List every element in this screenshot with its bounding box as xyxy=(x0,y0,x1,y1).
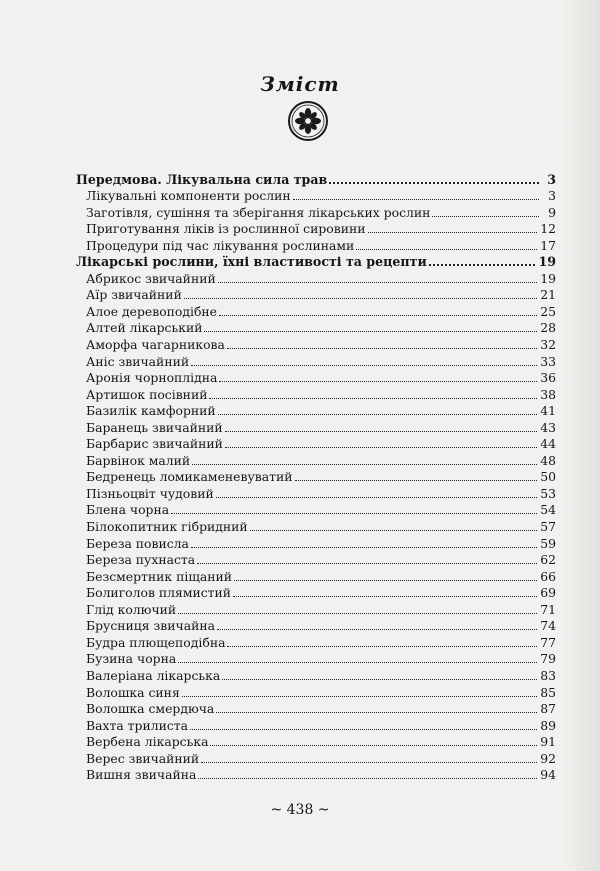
toc-entry-title: Процедури під час лікування рослинами xyxy=(86,237,355,253)
toc-entry-title: Болиголов плямистий xyxy=(86,585,232,601)
dot-leader xyxy=(233,596,537,597)
dot-leader xyxy=(429,264,536,266)
dot-leader xyxy=(184,298,537,299)
dot-leader xyxy=(218,282,537,283)
toc-entry-title: Вишня звичайна xyxy=(86,767,197,783)
toc-entry xyxy=(76,716,556,733)
toc-entry xyxy=(76,766,556,783)
toc-entry xyxy=(76,749,556,766)
dot-leader xyxy=(182,696,537,697)
toc-entry-page: 77 xyxy=(540,634,556,650)
toc-entry-page: 48 xyxy=(540,452,556,468)
toc-entry-page: 36 xyxy=(540,370,556,386)
dot-leader xyxy=(250,530,538,531)
toc-entry-page: 83 xyxy=(540,667,556,683)
dot-leader xyxy=(295,480,538,481)
dot-leader xyxy=(329,182,539,184)
toc-entry xyxy=(76,203,556,220)
dot-leader xyxy=(234,580,537,581)
toc-entry-title: Приготування ліків із рослинної сировини xyxy=(86,221,366,237)
toc-entry-title: Лікарські рослини, їхні властивості та рецепти xyxy=(76,254,427,270)
toc-entry-title: Бедренець ломикаменевуватий xyxy=(86,469,293,485)
toc-entry-page: 66 xyxy=(540,568,556,584)
dot-leader xyxy=(216,712,537,713)
toc-entry-title: Вербена лікарська xyxy=(86,734,209,750)
dot-leader xyxy=(293,199,539,200)
toc-entry-page: 50 xyxy=(540,469,556,485)
toc-entry xyxy=(76,484,556,501)
dot-leader xyxy=(227,348,537,349)
toc-entry xyxy=(76,352,556,369)
toc-entry-title: Заготівля, сушіння та зберігання лікарських рослин xyxy=(86,204,431,220)
toc-entry xyxy=(76,335,556,352)
toc-entry xyxy=(76,402,556,419)
toc-entry-page: 53 xyxy=(540,485,556,501)
toc-entry xyxy=(76,236,556,253)
dot-leader xyxy=(192,464,537,465)
toc-entry-page: 79 xyxy=(540,651,556,667)
toc-entry-title: Береза повисла xyxy=(86,535,189,551)
toc-entry xyxy=(76,650,556,667)
dot-leader xyxy=(217,629,537,630)
toc-entry xyxy=(76,369,556,386)
toc-entry-page: 44 xyxy=(540,436,556,452)
dot-leader xyxy=(368,232,538,233)
dot-leader xyxy=(219,381,537,382)
toc-entry-title: Баранець звичайний xyxy=(86,419,223,435)
toc-entry xyxy=(76,187,556,204)
toc-entry-page: 43 xyxy=(540,419,556,435)
toc-entry-title: Блена чорна xyxy=(86,502,170,518)
dot-leader xyxy=(197,563,537,564)
toc-entry xyxy=(76,534,556,551)
toc-entry xyxy=(76,302,556,319)
dot-leader xyxy=(356,249,537,250)
toc-entry-title: Брусниця звичайна xyxy=(86,618,215,634)
dot-leader xyxy=(204,331,537,332)
toc-entry-title: Аронія чорноплідна xyxy=(86,370,218,386)
toc-entry-title: Бузина чорна xyxy=(86,651,177,667)
toc-entry-title: Білокопитник гібридний xyxy=(86,519,248,535)
toc-entry-page: 21 xyxy=(540,287,556,303)
toc-entry-title: Глід колючий xyxy=(86,601,177,617)
toc-entry-page: 85 xyxy=(540,684,556,700)
dot-leader xyxy=(178,662,537,663)
dot-leader xyxy=(225,431,538,432)
dot-leader xyxy=(219,315,537,316)
toc-entry-title: Лікувальні компоненти рослин xyxy=(86,188,291,204)
toc-entry-page: 69 xyxy=(540,585,556,601)
toc-section-entry xyxy=(76,170,556,187)
toc-entry-page: 12 xyxy=(540,221,556,237)
toc-entry-title: Валеріана лікарська xyxy=(86,667,221,683)
page-title: Зміст xyxy=(260,72,340,96)
dot-leader xyxy=(210,745,537,746)
toc-entry xyxy=(76,286,556,303)
toc-entry-page: 32 xyxy=(540,337,556,353)
toc-entry xyxy=(76,418,556,435)
dot-leader xyxy=(218,414,538,415)
toc-entry-title: Вахта трилиста xyxy=(86,717,189,733)
toc-entry-page: 91 xyxy=(540,734,556,750)
floral-emblem-icon xyxy=(287,100,329,142)
toc-entry-page: 28 xyxy=(540,320,556,336)
toc-entry xyxy=(76,666,556,683)
toc-entry xyxy=(76,269,556,286)
toc-entry xyxy=(76,451,556,468)
toc-entry-title: Береза пухнаста xyxy=(86,552,196,568)
toc-entry-page: 33 xyxy=(540,353,556,369)
dot-leader xyxy=(209,398,537,399)
toc-entry xyxy=(76,501,556,518)
toc-entry-title: Аїр звичайний xyxy=(86,287,182,303)
toc-entry-page: 57 xyxy=(540,519,556,535)
toc-entry-title: Волошка смердюча xyxy=(86,701,215,717)
dot-leader xyxy=(227,646,537,647)
toc-entry-page: 92 xyxy=(540,750,556,766)
toc-entry xyxy=(76,385,556,402)
dot-leader xyxy=(201,762,537,763)
toc-entry-page: 74 xyxy=(540,618,556,634)
toc-entry-title: Барвінок малий xyxy=(86,452,191,468)
toc-entry-page: 89 xyxy=(540,717,556,733)
toc-entry xyxy=(76,633,556,650)
toc-entry-title: Базилік камфорний xyxy=(86,403,216,419)
dot-leader xyxy=(198,778,537,779)
toc-entry-title: Передмова. Лікувальна сила трав xyxy=(76,171,328,187)
toc-entry-title: Алое деревоподібне xyxy=(86,303,218,319)
toc-entry-page: 87 xyxy=(540,701,556,717)
toc-entry xyxy=(76,220,556,237)
dot-leader xyxy=(190,729,537,730)
toc-entry xyxy=(76,567,556,584)
dot-leader xyxy=(191,365,537,366)
toc-entry-page: 94 xyxy=(540,767,556,783)
dot-leader xyxy=(225,447,537,448)
toc-entry xyxy=(76,551,556,568)
dot-leader xyxy=(432,216,539,217)
toc-entry-page: 54 xyxy=(540,502,556,518)
toc-entry xyxy=(76,468,556,485)
toc-entry xyxy=(76,584,556,601)
toc-entry-title: Будра плющеподібна xyxy=(86,634,226,650)
toc-entry-page: 3 xyxy=(547,171,556,187)
toc-entry xyxy=(76,600,556,617)
toc-entry xyxy=(76,683,556,700)
toc-entry xyxy=(76,733,556,750)
toc-entry-title: Верес звичайний xyxy=(86,750,200,766)
dot-leader xyxy=(216,497,537,498)
toc-entry xyxy=(76,617,556,634)
toc-entry-page: 9 xyxy=(548,204,556,220)
toc-entry-title: Алтей лікарський xyxy=(86,320,203,336)
toc-entry-title: Барбарис звичайний xyxy=(86,436,223,452)
toc-entry-title: Пізньоцвіт чудовий xyxy=(86,485,214,501)
toc-entry-title: Абрикос звичайний xyxy=(86,270,216,286)
toc-entry-page: 38 xyxy=(540,386,556,402)
toc-entry xyxy=(76,319,556,336)
page-edge-shadow xyxy=(560,0,600,871)
dot-leader xyxy=(178,613,537,614)
toc-entry xyxy=(76,700,556,717)
toc-entry-title: Артишок посівний xyxy=(86,386,208,402)
toc-entry-page: 3 xyxy=(548,188,556,204)
toc-entry-page: 41 xyxy=(540,403,556,419)
toc-section-entry xyxy=(76,253,556,270)
toc-entry-title: Безсмертник піщаний xyxy=(86,568,232,584)
dot-leader xyxy=(222,679,537,680)
toc-entry-page: 59 xyxy=(540,535,556,551)
toc-entry-title: Аніс звичайний xyxy=(86,353,190,369)
toc-entry-page: 19 xyxy=(540,270,556,286)
toc-entry-page: 25 xyxy=(540,303,556,319)
dot-leader xyxy=(171,513,537,514)
toc-entry-page: 19 xyxy=(538,254,556,270)
toc-entry xyxy=(76,435,556,452)
toc-entry xyxy=(76,517,556,534)
dot-leader xyxy=(191,547,537,548)
toc-entry-title: Волошка синя xyxy=(86,684,180,700)
toc-entry-page: 71 xyxy=(540,601,556,617)
toc-entry-page: 62 xyxy=(540,552,556,568)
toc-entry-page: 17 xyxy=(540,237,556,253)
page-number: ~ 438 ~ xyxy=(270,802,330,818)
table-of-contents xyxy=(76,170,556,782)
toc-entry-title: Аморфа чагарникова xyxy=(86,337,225,353)
